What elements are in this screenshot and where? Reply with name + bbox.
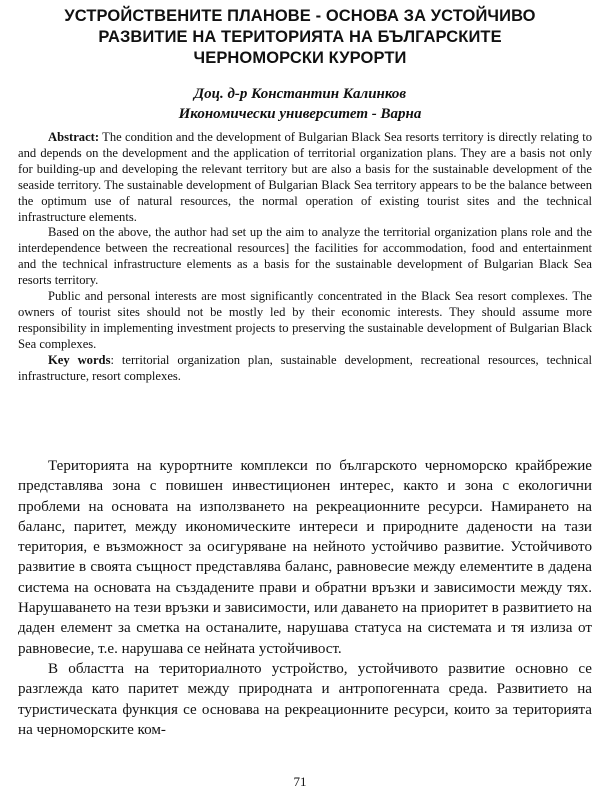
abstract-label: Abstract: — [48, 130, 100, 144]
paper-title — [40, 6, 560, 69]
author-affiliation: Икономически университет - Варна — [178, 106, 422, 122]
page-number: 71 — [293, 774, 307, 789]
title-line: УСТРОЙСТВЕНИТЕ ПЛАНОВЕ - ОСНОВА ЗА УСТОЙЧИВО — [64, 7, 536, 25]
keywords-label: Key words — [48, 352, 111, 367]
author-name: Доц. д-р Константин Калинков — [193, 86, 407, 102]
keywords — [18, 353, 592, 385]
author-block — [100, 84, 500, 124]
abstract-paragraph: Public and personal interests are most significantly concentrated in the Black Sea resort complexes. The owners of tourist sites should not be mostly led by their economic interests. They should assume more responsibility in implementing investment projects to preserving the sustainable development of Bulgarian Black Sea complexes. — [18, 289, 592, 351]
abstract — [18, 130, 592, 385]
body-paragraph: Територията на курортните комплекси по българското черноморско крайбрежие представлява зона с повишен инвестиционен интерес, както и зона с екологични проблеми на основата на използването на рекреационните ресурси. Намирането на баланс, паритет, между икономическите интереси и природните дадености на тази територия, е възможност за осигуряване на нейното устойчиво развитие. Устойчивото развитие в своята същност представлява баланс, равновесие между елементите в дадена система на основата на създадените прави и обратни връзки и зависимости между тях. Нарушаването на тези връзки и зависимости, или даването на приоритет в развитието на даден елемент за сметка на останалите, нарушава статуса на системата и тя излиза от равновесие, т.е. нарушава се нейната устойчивост. — [18, 458, 592, 657]
abstract-text: The condition and the development of Bulgarian Black Sea resorts territory is directly relating to and depends on the development and the application of territorial organization plans. They are a basis not only for building-up and developing the relevant territory but are also a basis for the sustainable development of the seaside territory. The sustainable development of Bulgarian Black Sea territory appears to be the balance between the optimum use of natural resources, the normal operation of existing tourist sites and the technical infrastructure elements. — [18, 130, 592, 224]
title-line: РАЗВИТИЕ НА ТЕРИТОРИЯТА НА БЪЛГАРСКИТЕ — [98, 28, 502, 46]
body-paragraph: В областта на териториалното устройство, устойчивото развитие основно се разглежда като паритет между природната и антропогенната среда. Развитието на туристическата функция се основава на рекреационните ресурси, които за територията на черноморските ком- — [18, 660, 592, 738]
title-line: ЧЕРНОМОРСКИ КУРОРТИ — [193, 49, 407, 67]
body-text — [18, 456, 592, 740]
abstract-paragraph: Based on the above, the author had set up the aim to analyze the territorial organization plans role and the interdependence between the recreational resources] the facilities for accommodation, food and entertainment and the technical infrastructure elements as a basis for the sustainable development of Bulgarian Black Sea resorts territory. — [18, 225, 592, 288]
keywords-text: : territorial organization plan, sustainable development, recreational resources, technical infrastructure, resort complexes. — [18, 352, 592, 383]
abstract-paragraph — [18, 130, 592, 225]
